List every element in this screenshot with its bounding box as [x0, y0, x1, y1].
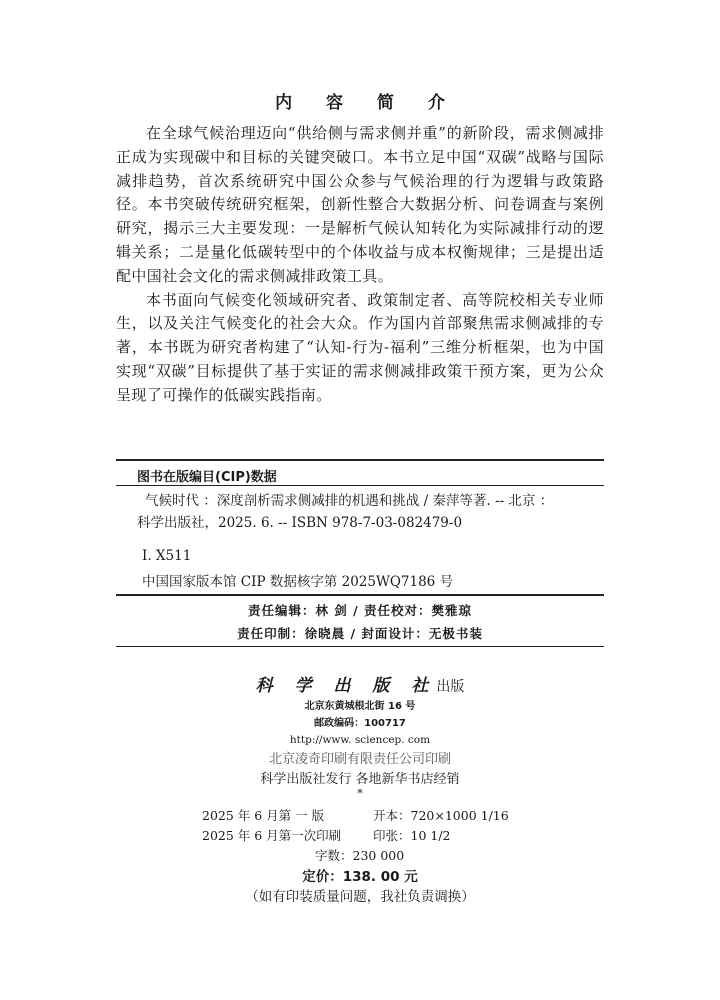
- distribution-line: 科学出版社发行 各地新华书店经销: [260, 772, 460, 787]
- separator-star: *: [357, 787, 363, 800]
- cip-top-rule: [116, 459, 604, 461]
- credits-editors: 责任编辑：林 剑 / 责任校对：樊雅琼: [247, 603, 473, 618]
- publisher-suffix: 出版: [436, 679, 465, 695]
- edition-line: 2025 年 6 月第 一 版: [202, 808, 325, 823]
- printer-line: 北京凌奇印刷有限责任公司印刷: [268, 752, 451, 767]
- publisher-website: http://www. sciencep. com: [289, 734, 431, 746]
- publisher-address: 北京东黄城根北街 16 号: [304, 701, 416, 712]
- cip-heading-rule: [116, 485, 604, 486]
- quality-notice: （如有印装质量问题，我社负责调换）: [245, 889, 475, 905]
- cip-heading: 图书在版编目(CIP)数据: [137, 470, 277, 485]
- cip-entry: [137, 490, 607, 534]
- cip-entry-line-2: 科学出版社，2025. 6. -- ISBN 978-7-03-082479-0: [137, 515, 463, 531]
- credits-rule: [116, 646, 604, 647]
- publisher-postcode: 邮政编码：100717: [314, 718, 406, 729]
- printing-line: 2025 年 6 月第一次印刷: [202, 828, 342, 843]
- cip-bottom-rule: [116, 594, 604, 596]
- intro-paragraph-1: 在全球气候治理迈向“供给侧与需求侧并重”的新阶段，需求侧减排正成为实现碳中和目标的关键突破口。本书立足中国“双碳”战略与国际减排趋势，首次系统研究中国公众参与气候治理的行为逻辑与政策路径。本书突破传统研究框架，创新性整合大数据分析、问卷调查与案例研究，揭示三大主要发现：一是解析气候认知转化为实际减排行动的逻辑关系；二是量化低碳转型中的个体收益与成本权衡规律；三是提出适配中国社会文化的需求侧减排政策工具。: [116, 124, 604, 285]
- word-count-line: 字数：230 000: [315, 848, 405, 863]
- intro-body: [116, 122, 604, 408]
- intro-paragraph-2: 本书面向气候变化领域研究者、政策制定者、高等院校相关专业师生，以及关注气候变化的社会大众。作为国内首部聚焦需求侧减排的专著，本书既为研究者构建了“认知-行为-福利”三维分析框架，也为中国实现“双碳”目标提供了基于实证的需求侧减排政策干预方案，更为公众呈现了可操作的低碳实践指南。: [116, 290, 604, 404]
- cip-check-number: 中国国家版本馆 CIP 数据核字第 2025WQ7186 号: [142, 574, 454, 590]
- intro-title: 内 容 简 介: [275, 93, 459, 113]
- format-line: 开本：720×1000 1/16: [373, 808, 509, 823]
- price-line: 定价：138. 00 元: [302, 869, 418, 885]
- publisher-name: 科 学 出 版 社: [255, 676, 437, 696]
- credits-production: 责任印制：徐晓晨 / 封面设计：无极书装: [237, 626, 483, 641]
- sheets-line: 印张：10 1/2: [373, 828, 451, 843]
- cip-classification: Ⅰ. X511: [142, 548, 192, 564]
- cip-entry-line-1: 气候时代 ：深度剖析需求侧减排的机遇和挑战 / 秦萍等著. -- 北京 ：: [145, 493, 554, 509]
- publisher-line: [0, 671, 720, 696]
